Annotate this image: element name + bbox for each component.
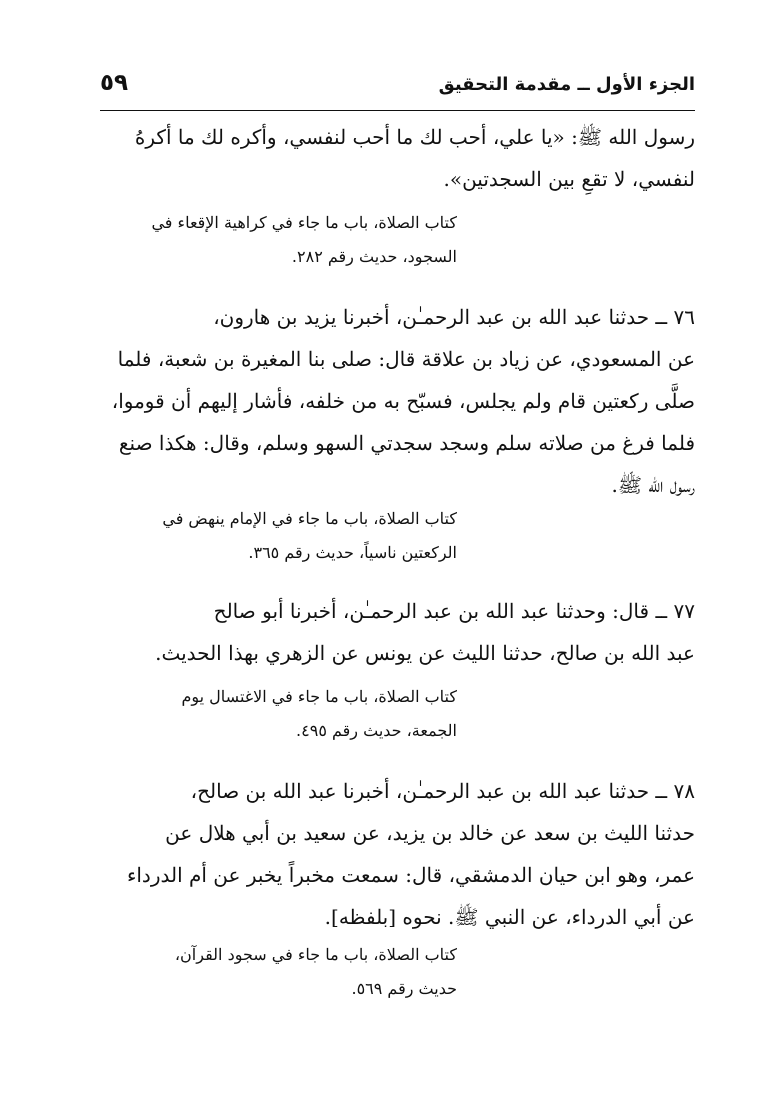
reference-line: الركعتين ناسياً، حديث رقم ٣٦٥. [248,543,457,562]
text-line: عمر، وهو ابن حيان الدمشقي، قال: سمعت مخبراً يخبر عن أم الدرداء [126,863,695,887]
text-line: صلَّى ركعتين قام ولم يجلس، فسبّح به من خلفه، فأشار إليهم أن قوموا، [111,389,695,413]
reference-line: كتاب الصلاة، باب ما جاء في الإمام ينهض في [162,509,457,528]
text-line: ٧٧ ــ قال: وحدثنا عبد الله بن عبد الرحمـٰن، أخبرنا أبو صالح [213,599,695,623]
text-line: حدثنا الليث بن سعد عن خالد بن يزيد، عن سعيد بن أبي هلال عن [165,821,695,845]
text-line: لنفسي، لا تقعِ بين السجدتين». [443,167,695,191]
reference-line: الجمعة، حديث رقم ٤٩٥. [296,721,457,740]
text-line: ٧٨ ــ حدثنا عبد الله بن عبد الرحمـٰن، أخبرنا عبد الله بن صالح، [190,779,695,803]
page-number: ٥٩ [100,70,129,96]
text-line: رسول الله ﷺ. [611,473,695,497]
reference-line: كتاب الصلاة، باب ما جاء في الاغتسال يوم [181,687,457,706]
hadith-76-reference [112,502,457,570]
text-line: عن المسعودي، عن زياد بن علاقة قال: صلى بنا المغيرة بن شعبة، فلما [117,347,695,371]
text-line: ٧٦ ــ حدثنا عبد الله بن عبد الرحمـٰن، أخبرنا يزيد بن هارون، [213,305,695,329]
reference-line: كتاب الصلاة، باب ما جاء في كراهية الإقعاء في [151,213,457,232]
reference-line: كتاب الصلاة، باب ما جاء في سجود القرآن، [174,945,457,964]
hadith-77-text [98,590,695,674]
hadith-77-reference [112,680,457,748]
hadith-75-reference [112,206,457,274]
reference-line: حديث رقم ٥٦٩. [351,979,457,998]
text-line: عبد الله بن صالح، حدثنا الليث عن يونس عن الزهري بهذا الحديث. [155,641,695,665]
hadith-76-text [98,296,695,506]
text-line: رسول الله ﷺ: «يا علي، أحب لك ما أحب لنفسي، وأكره لك ما أكرهُ [134,125,695,149]
text-line: فلما فرغ من صلاته سلم وسجد سجدتي السهو وسلم، وقال: هكذا صنع [118,431,695,455]
reference-line: السجود، حديث رقم ٢٨٢. [291,247,457,266]
hadith-75-text [98,116,695,200]
running-title: الجزء الأول ــ مقدمة التحقيق [438,74,695,95]
hadith-78-text [98,770,695,938]
text-line: عن أبي الدرداء، عن النبي ﷺ. نحوه [بلفظه]. [324,905,695,929]
hadith-78-reference [112,938,457,1006]
page-header [100,66,695,111]
